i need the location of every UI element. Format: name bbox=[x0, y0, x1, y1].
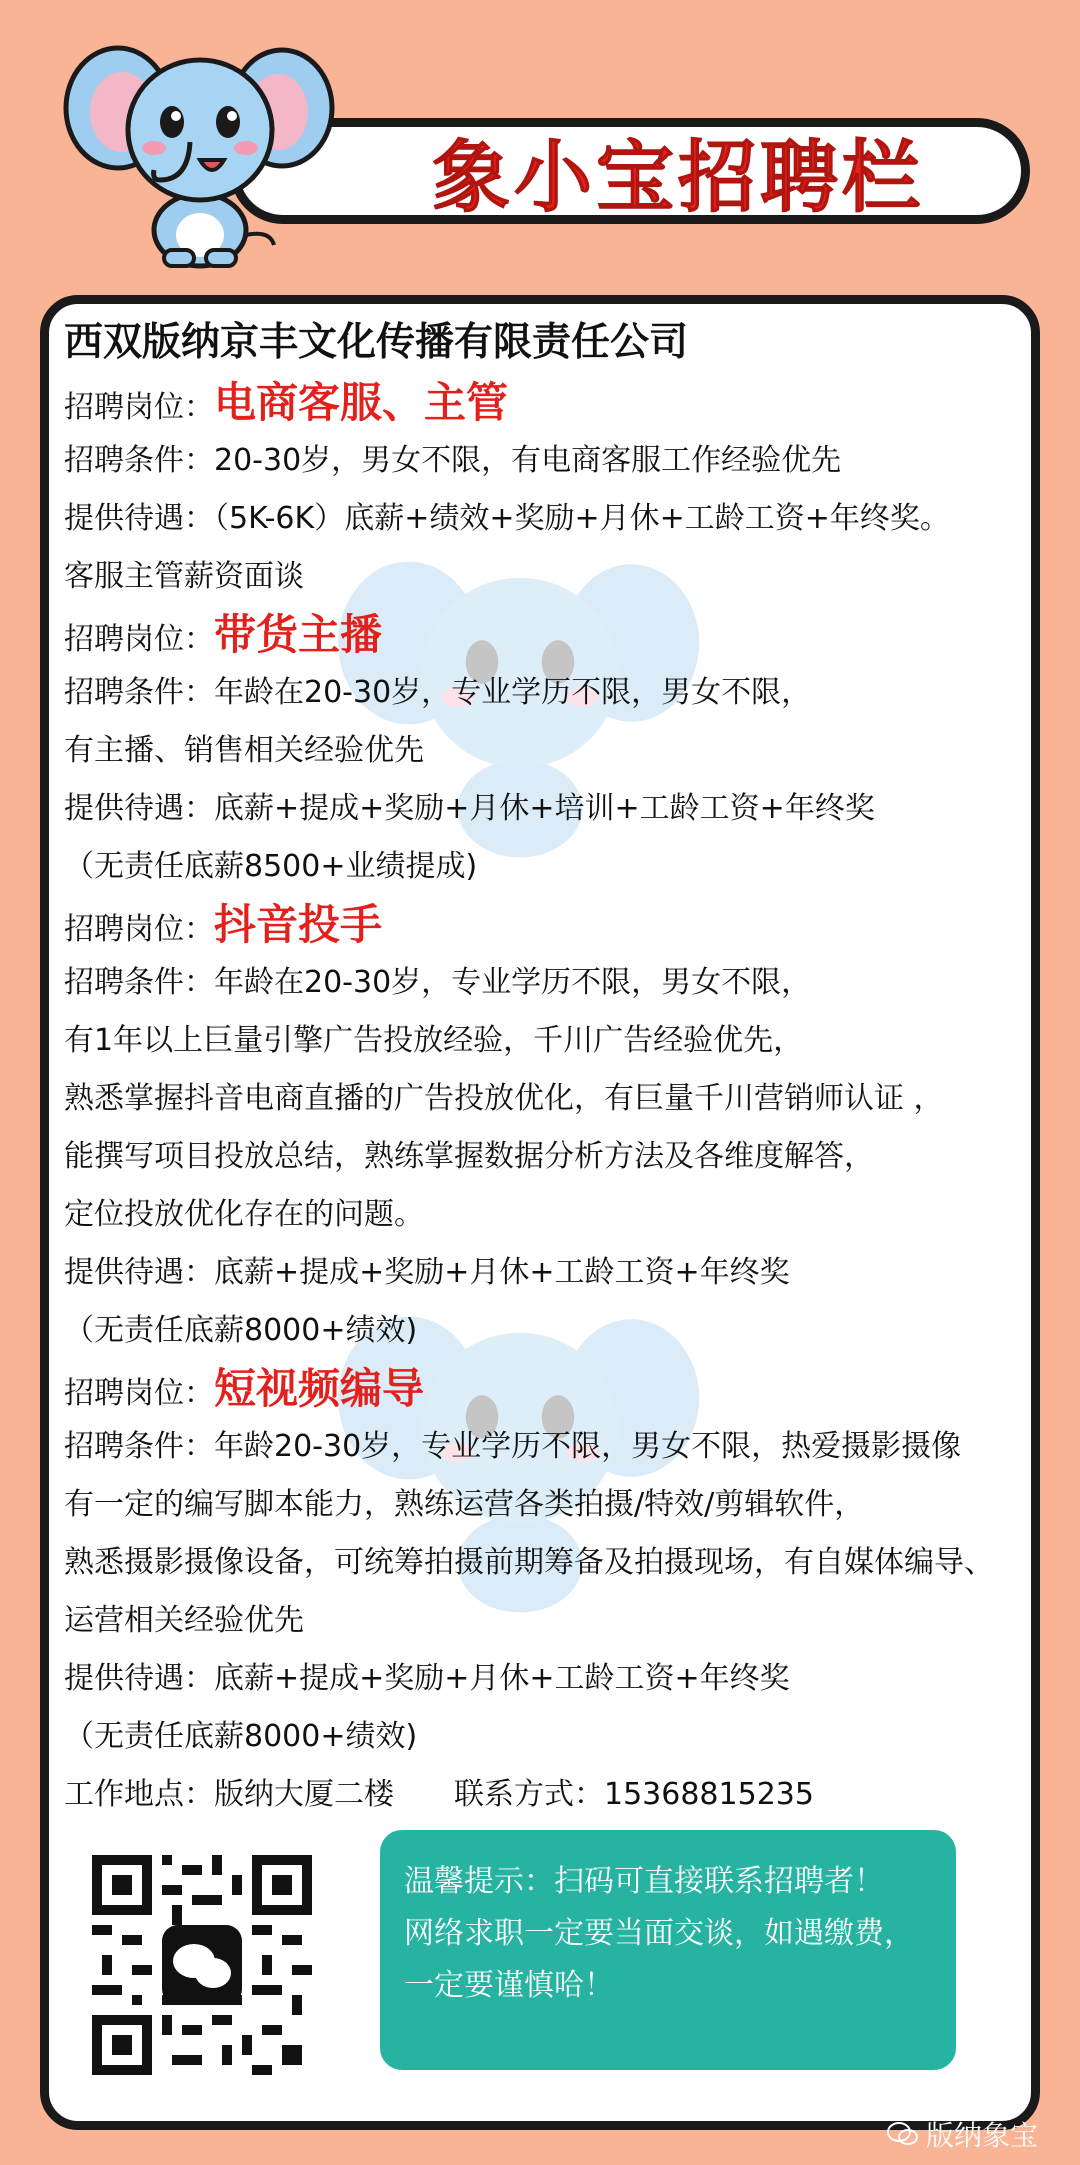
post-heading bbox=[64, 1360, 1054, 1418]
header-title: 象小宝招聘栏 bbox=[431, 133, 924, 223]
post-heading bbox=[64, 374, 1054, 432]
post-heading bbox=[64, 606, 1054, 664]
job-content bbox=[64, 312, 1054, 1824]
post-detail-line: 提供待遇：底薪+提成+奖励+月休+培训+工龄工资+年终奖 bbox=[64, 791, 875, 826]
tip-line: 温馨提示：扫码可直接联系招聘者！ bbox=[404, 1864, 884, 1899]
company-name: 西双版纳京丰文化传播有限责任公司 bbox=[64, 320, 689, 365]
qr-code-icon[interactable] bbox=[92, 1855, 312, 2075]
post-detail-line: 运营相关经验优先 bbox=[64, 1603, 304, 1638]
location-contact-line bbox=[64, 1766, 1054, 1824]
post-detail-line: 招聘条件：20-30岁，男女不限，有电商客服工作经验优先 bbox=[64, 443, 842, 478]
post-detail-line: 客服主管薪资面谈 bbox=[64, 559, 304, 594]
post-detail-line: 能撰写项目投放总结，熟练掌握数据分析方法及各维度解答， bbox=[64, 1139, 874, 1174]
post-detail-line: 熟悉掌握抖音电商直播的广告投放优化，有巨量千川营销师认证 ， bbox=[64, 1081, 944, 1116]
elephant-mascot-icon bbox=[60, 30, 340, 270]
post-title: 电商客服、主管 bbox=[214, 378, 509, 427]
post-detail-line: 提供待遇：（5K-6K）底薪+绩效+奖励+月休+工龄工资+年终奖。 bbox=[64, 501, 950, 536]
contact-phone: 联系方式：15368815235 bbox=[454, 1777, 814, 1812]
post-label: 招聘岗位： bbox=[64, 390, 214, 425]
post-title: 抖音投手 bbox=[214, 900, 383, 949]
post-detail-line: 有1年以上巨量引擎广告投放经验，千川广告经验优先， bbox=[64, 1023, 804, 1058]
post-detail-line: （无责任底薪8000+绩效) bbox=[64, 1719, 418, 1754]
post-title: 短视频编导 bbox=[214, 1364, 425, 1413]
post-detail-line: （无责任底薪8500+业绩提成) bbox=[64, 849, 478, 884]
footer-brand-label: 版纳象宝 bbox=[926, 2119, 1039, 2152]
post-detail-line: 定位投放优化存在的问题。 bbox=[64, 1197, 424, 1232]
post-label: 招聘岗位： bbox=[64, 622, 214, 657]
tip-line: 一定要谨慎哈！ bbox=[404, 1968, 614, 2003]
tip-box bbox=[380, 1830, 956, 2070]
post-title: 带货主播 bbox=[214, 610, 383, 659]
tip-line: 网络求职一定要当面交谈，如遇缴费， bbox=[404, 1916, 914, 1951]
post-detail-line: 提供待遇：底薪+提成+奖励+月休+工龄工资+年终奖 bbox=[64, 1255, 790, 1290]
wechat-icon bbox=[886, 2120, 920, 2148]
post-detail-line: 有一定的编写脚本能力，熟练运营各类拍摄/特效/剪辑软件， bbox=[64, 1487, 865, 1522]
footer-brand bbox=[886, 2114, 1038, 2154]
post-detail-line: 招聘条件：年龄在20-30岁，专业学历不限，男女不限， bbox=[64, 675, 812, 710]
work-location: 工作地点：版纳大厦二楼 bbox=[64, 1777, 394, 1812]
post-heading bbox=[64, 896, 1054, 954]
post-label: 招聘岗位： bbox=[64, 912, 214, 947]
post-detail-line: 有主播、销售相关经验优先 bbox=[64, 733, 424, 768]
post-detail-line: 提供待遇：底薪+提成+奖励+月休+工龄工资+年终奖 bbox=[64, 1661, 790, 1696]
post-detail-line: （无责任底薪8000+绩效) bbox=[64, 1313, 418, 1348]
post-label: 招聘岗位： bbox=[64, 1376, 214, 1411]
post-detail-line: 熟悉摄影摄像设备，可统筹拍摄前期筹备及拍摄现场，有自媒体编导、 bbox=[64, 1545, 994, 1580]
post-detail-line: 招聘条件：年龄在20-30岁，专业学历不限，男女不限， bbox=[64, 965, 812, 1000]
post-detail-line: 招聘条件：年龄20-30岁，专业学历不限，男女不限，热爱摄影摄像 bbox=[64, 1429, 962, 1464]
